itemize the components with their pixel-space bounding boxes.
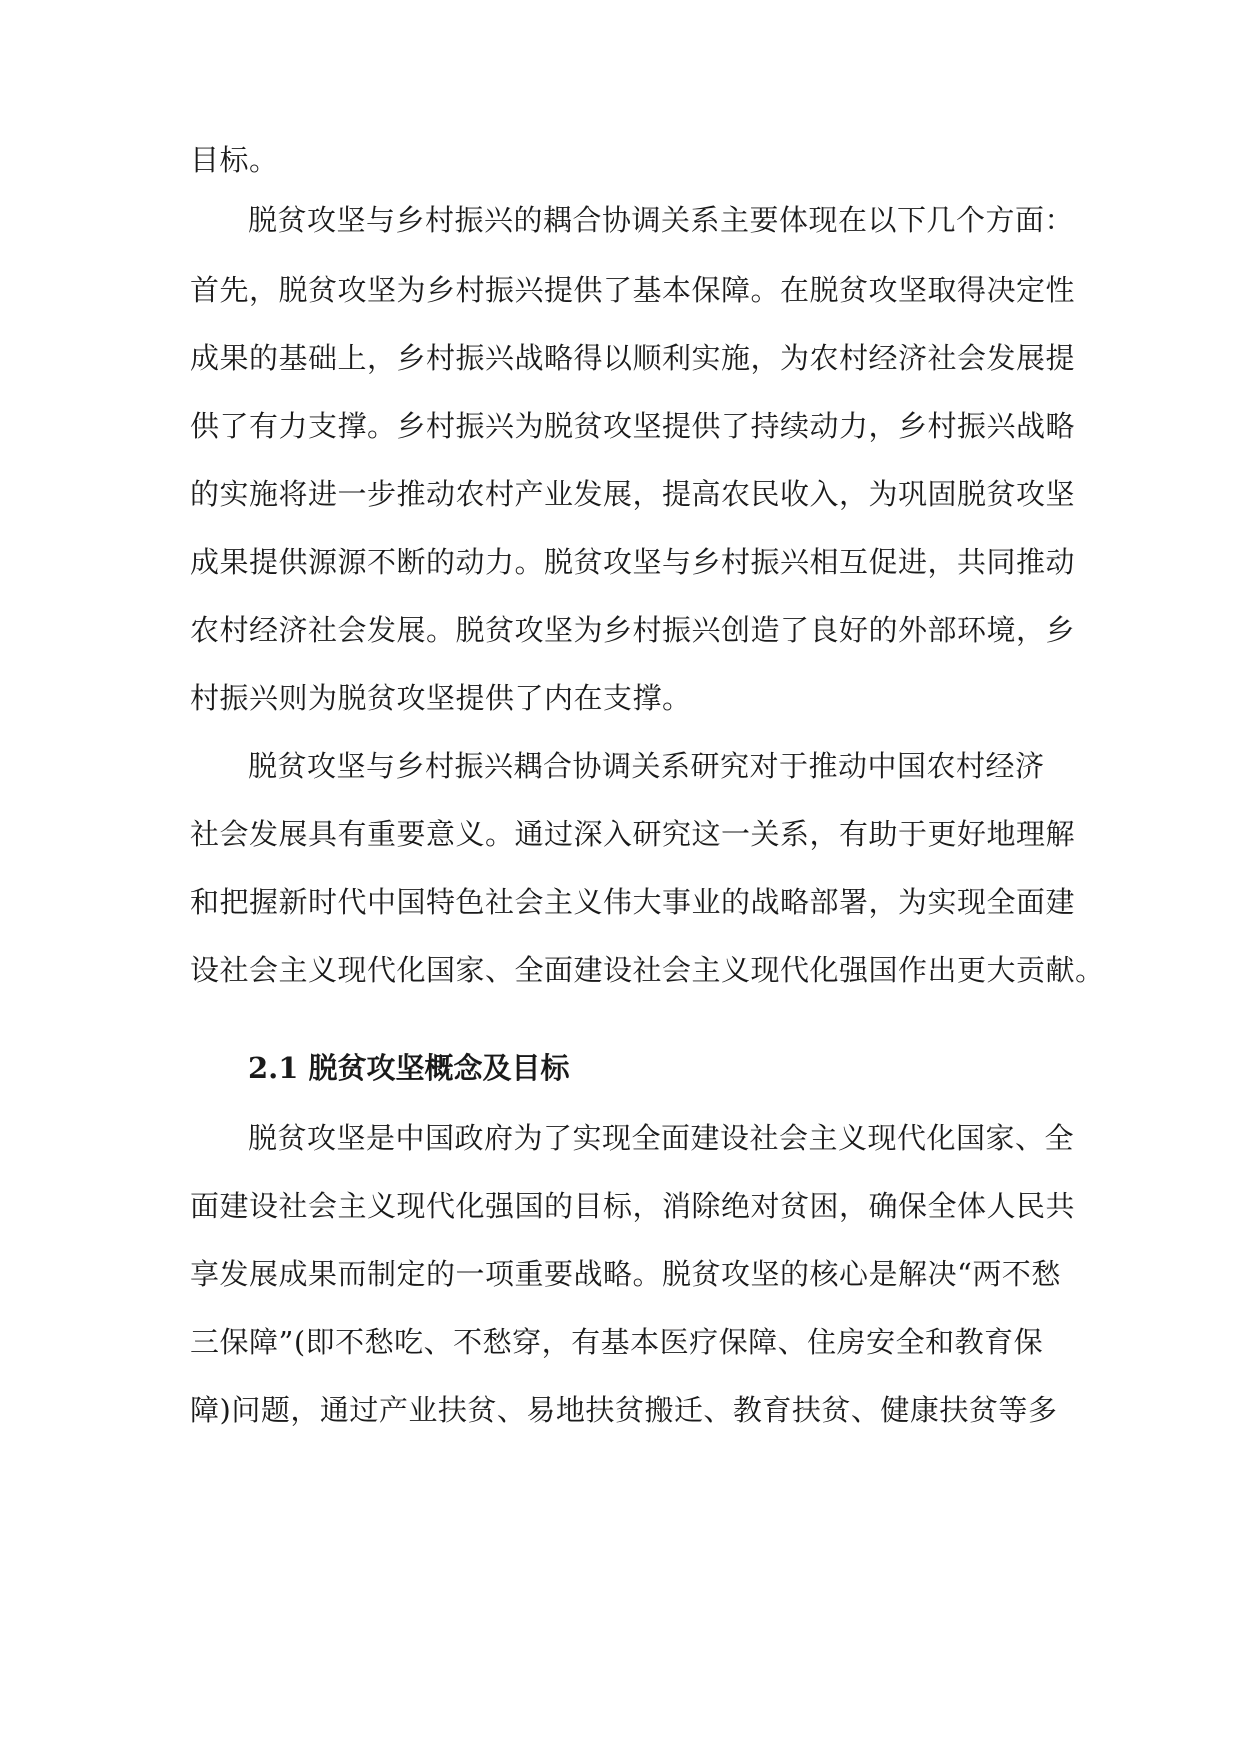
text-line-3: 首先，脱贫攻坚为乡村振兴提供了基本保障。在脱贫攻坚取得决定性	[190, 273, 1076, 307]
text-line-4: 成果的基础上，乡村振兴战略得以顺利实施，为农村经济社会发展提	[190, 341, 1076, 375]
text-line-16: 享发展成果而制定的一项重要战略。脱贫攻坚的核心是解决“两不愁	[190, 1257, 1061, 1291]
text-line-1: 目标。	[190, 143, 279, 177]
text-line-8: 农村经济社会发展。脱贫攻坚为乡村振兴创造了良好的外部环境，乡	[190, 613, 1076, 647]
text-line-7: 成果提供源源不断的动力。脱贫攻坚与乡村振兴相互促进，共同推动	[190, 545, 1076, 579]
text-line-2: 脱贫攻坚与乡村振兴的耦合协调关系主要体现在以下几个方面：	[248, 203, 1075, 237]
text-line-18: 障)问题，通过产业扶贫、易地扶贫搬迁、教育扶贫、健康扶贫等多	[190, 1393, 1058, 1427]
text-line-11: 社会发展具有重要意义。通过深入研究这一关系，有助于更好地理解	[190, 817, 1076, 851]
text-line-14: 脱贫攻坚是中国政府为了实现全面建设社会主义现代化国家、全	[248, 1121, 1075, 1155]
text-line-12: 和把握新时代中国特色社会主义伟大事业的战略部署，为实现全面建	[190, 885, 1076, 919]
text-line-9: 村振兴则为脱贫攻坚提供了内在支撑。	[190, 681, 692, 715]
text-line-17: 三保障”(即不愁吃、不愁穿，有基本医疗保障、住房安全和教育保	[190, 1325, 1044, 1359]
text-line-5: 供了有力支撑。乡村振兴为脱贫攻坚提供了持续动力，乡村振兴战略	[190, 409, 1076, 443]
section-heading: 2.1 脱贫攻坚概念及目标	[248, 1051, 570, 1085]
text-line-15: 面建设社会主义现代化强国的目标，消除绝对贫困，确保全体人民共	[190, 1189, 1076, 1223]
text-line-10: 脱贫攻坚与乡村振兴耦合协调关系研究对于推动中国农村经济	[248, 749, 1045, 783]
text-line-13: 设社会主义现代化国家、全面建设社会主义现代化强国作出更大贡献。	[190, 953, 1105, 987]
text-line-6: 的实施将进一步推动农村产业发展，提高农民收入，为巩固脱贫攻坚	[190, 477, 1076, 511]
